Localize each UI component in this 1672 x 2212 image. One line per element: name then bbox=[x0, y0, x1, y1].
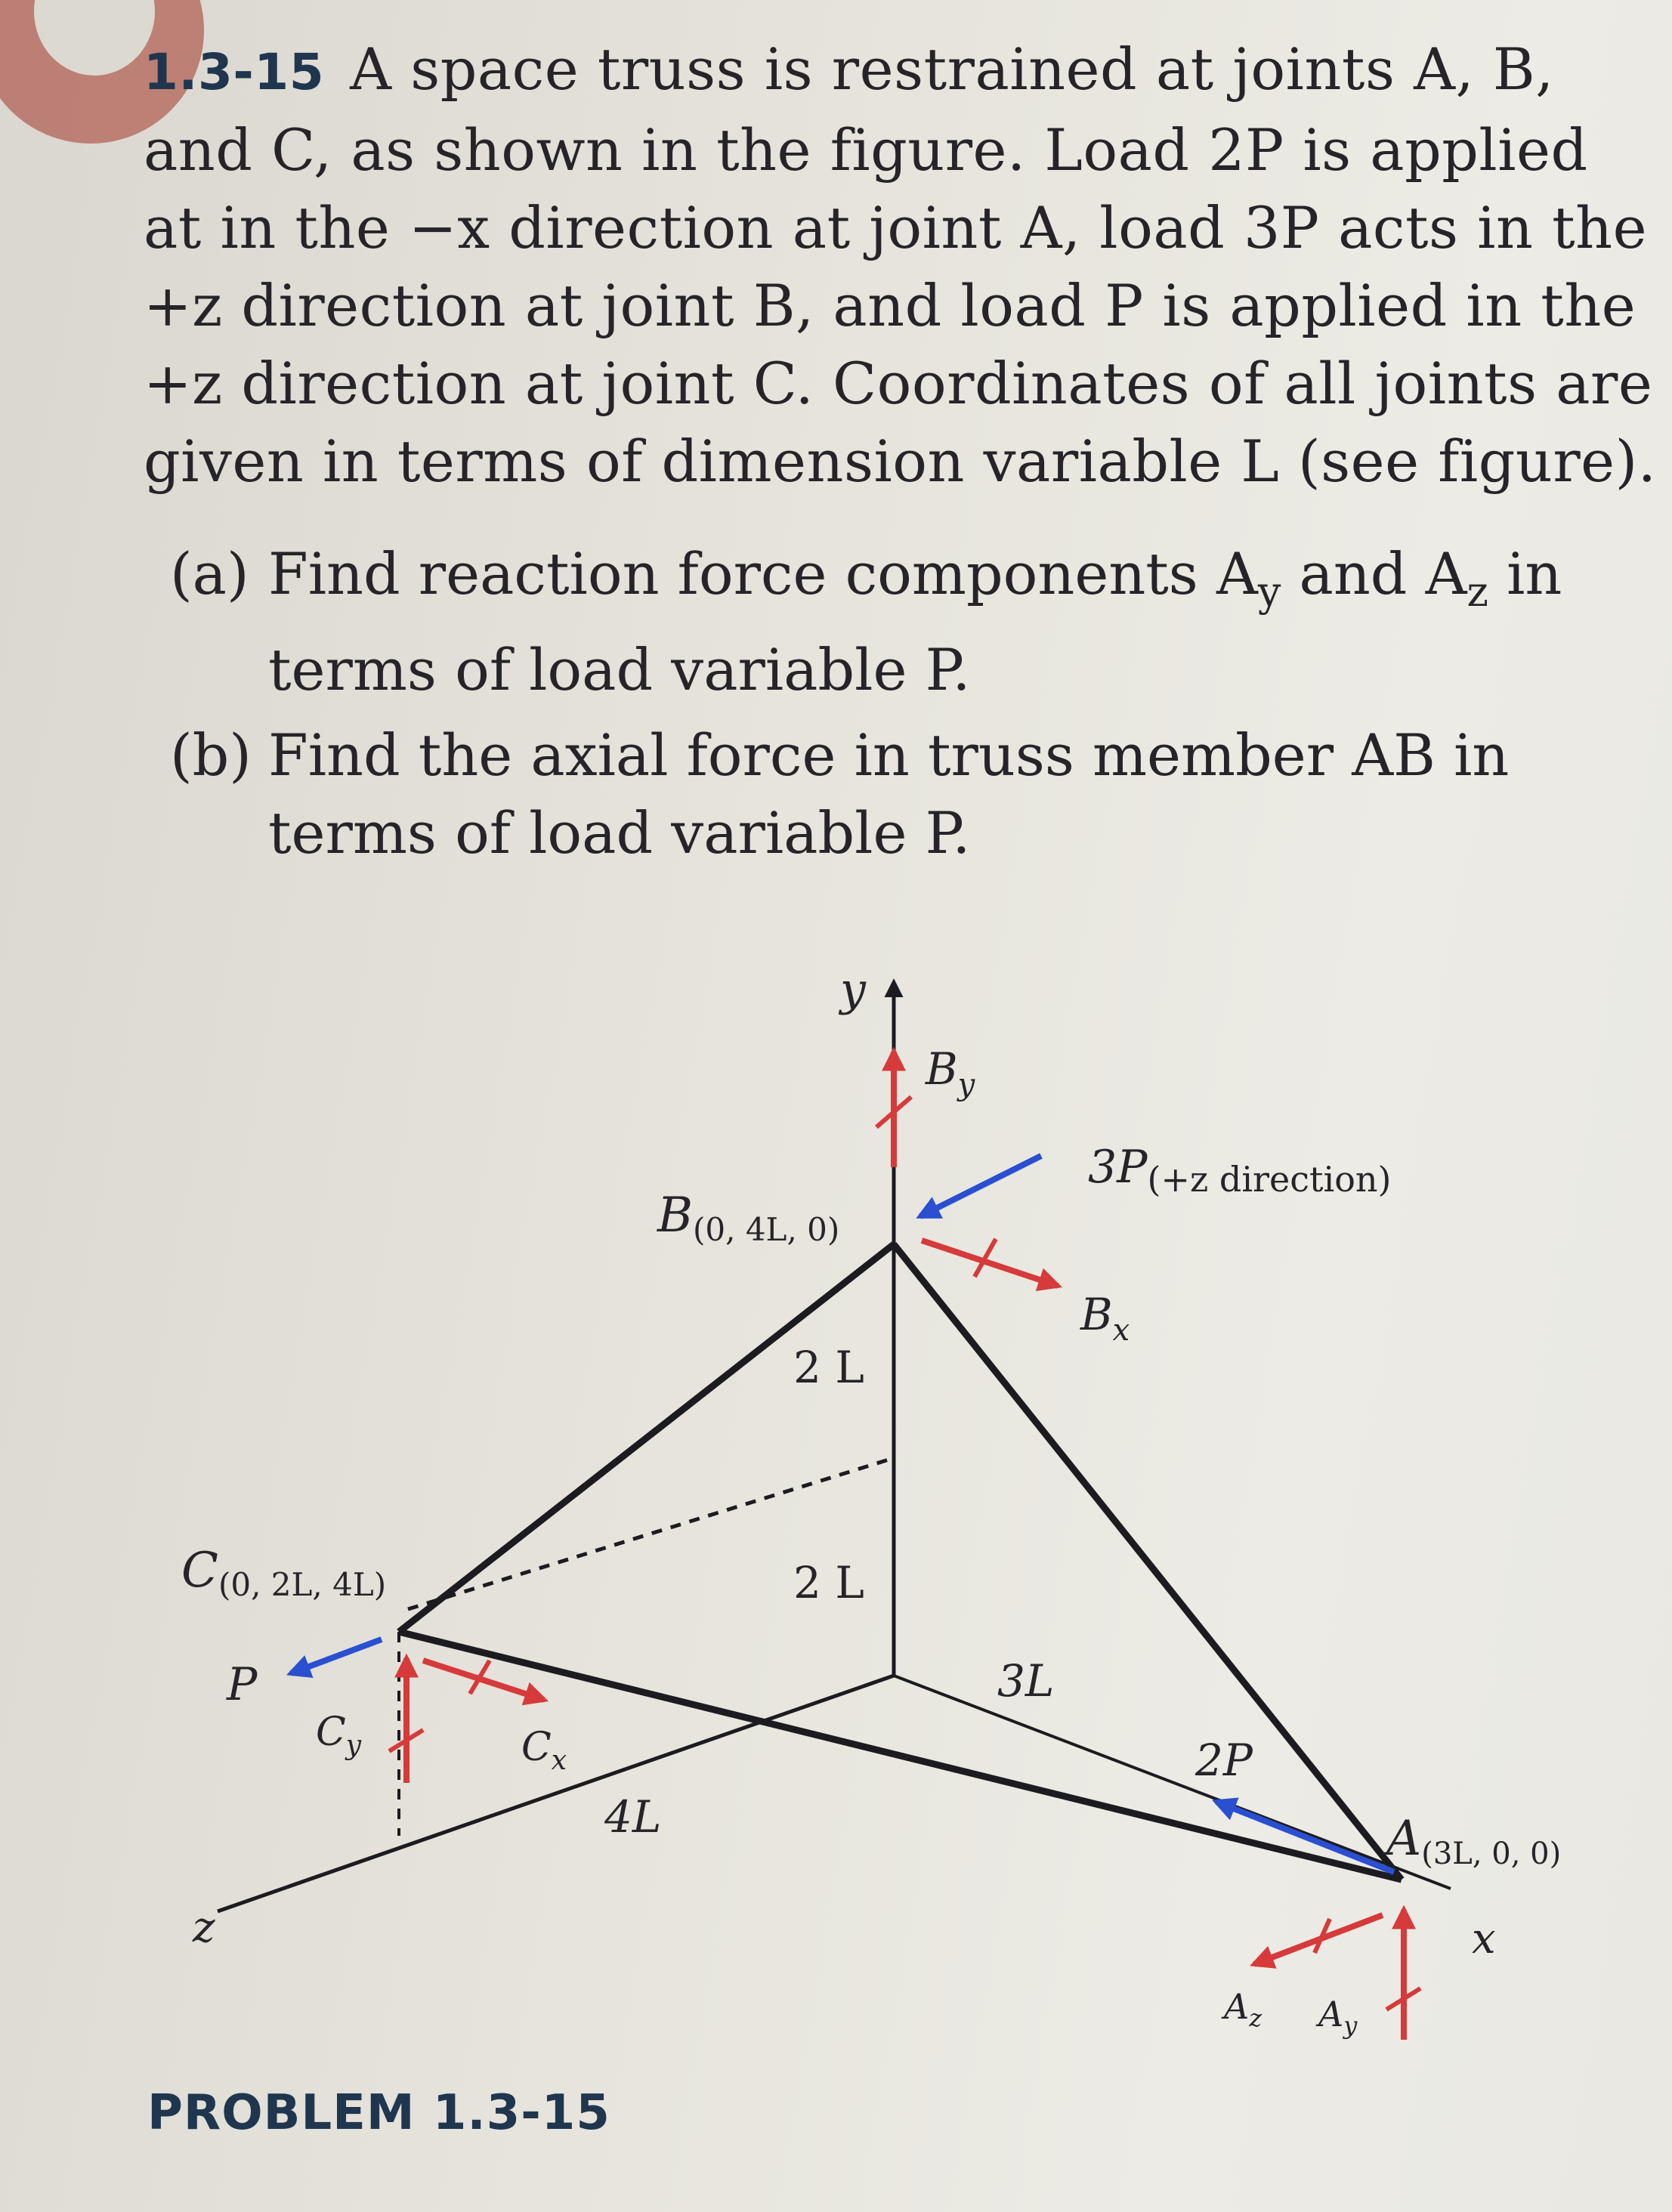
part-a-tail: in bbox=[1488, 540, 1562, 607]
load-P-arrow bbox=[291, 1639, 382, 1673]
label-By: $B_y$ bbox=[926, 1043, 975, 1102]
load-3P-arrow bbox=[920, 1156, 1041, 1216]
label-P: P bbox=[227, 1658, 258, 1711]
dim-4L: 4L bbox=[604, 1791, 662, 1843]
dim-2L-lower: 2 L bbox=[793, 1557, 864, 1608]
dim-2L-upper: 2 L bbox=[793, 1342, 864, 1393]
label-Bx: $B_x$ bbox=[1080, 1289, 1130, 1348]
x-axis bbox=[894, 1676, 1451, 1889]
problem-number: 1.3-15 bbox=[144, 43, 325, 101]
problem-line-1: 1.3-15 A space truss is restrained at joints A, B, bbox=[144, 36, 1554, 103]
part-b-label: (b) bbox=[170, 721, 252, 789]
label-joint-A: A(3L, 0, 0) bbox=[1386, 1811, 1562, 1871]
part-a-line-2: terms of load variable P. bbox=[268, 636, 971, 704]
part-b bbox=[170, 716, 1606, 872]
part-a-sub-z: z bbox=[1466, 568, 1488, 616]
problem-statement bbox=[144, 30, 1657, 500]
problem-line-6: given in terms of dimension variable L (see figure). bbox=[144, 428, 1657, 495]
dim-3L: 3L bbox=[997, 1655, 1055, 1707]
y-axis-label: y bbox=[840, 963, 866, 1016]
problem-parts bbox=[170, 535, 1606, 879]
truss-figure bbox=[0, 929, 1672, 2212]
figure-caption: PROBLEM 1.3-15 bbox=[147, 2085, 610, 2141]
label-Az: $A_z$ bbox=[1224, 1986, 1262, 2032]
part-b-line-2: terms of load variable P. bbox=[268, 799, 971, 867]
member-BA bbox=[894, 1244, 1402, 1880]
label-3P: $3P_{(+z direction)}$ bbox=[1088, 1141, 1392, 1200]
label-joint-C: C(0, 2L, 4L) bbox=[181, 1543, 387, 1603]
part-a bbox=[170, 535, 1606, 709]
part-b-line-1: Find the axial force in truss member AB in bbox=[268, 721, 1510, 789]
problem-line-4: +z direction at joint B, and load P is applied in the bbox=[144, 272, 1636, 339]
part-a-label: (a) bbox=[170, 540, 249, 607]
part-a-mid: and A bbox=[1281, 540, 1467, 607]
label-joint-B: B(0, 4L, 0) bbox=[657, 1188, 840, 1248]
part-a-sub-y: y bbox=[1257, 568, 1281, 616]
x-axis-label: x bbox=[1472, 1914, 1496, 1963]
part-a-line-1: Find reaction force components A bbox=[268, 540, 1258, 607]
problem-line-5: +z direction at joint C. Coordinates of all joints are bbox=[144, 350, 1653, 417]
label-2P: 2P bbox=[1195, 1735, 1253, 1786]
problem-line-2: and C, as shown in the figure. Load 2P is applied bbox=[144, 116, 1588, 184]
label-Cy: $C_y$ bbox=[316, 1710, 362, 1761]
label-Cx: $C_x$ bbox=[521, 1725, 567, 1776]
z-axis-label: z bbox=[193, 1903, 215, 1952]
label-Ay: $A_y$ bbox=[1318, 1994, 1358, 2040]
problem-line-3: at in the −x direction at joint A, load 3P acts in the bbox=[144, 194, 1648, 261]
